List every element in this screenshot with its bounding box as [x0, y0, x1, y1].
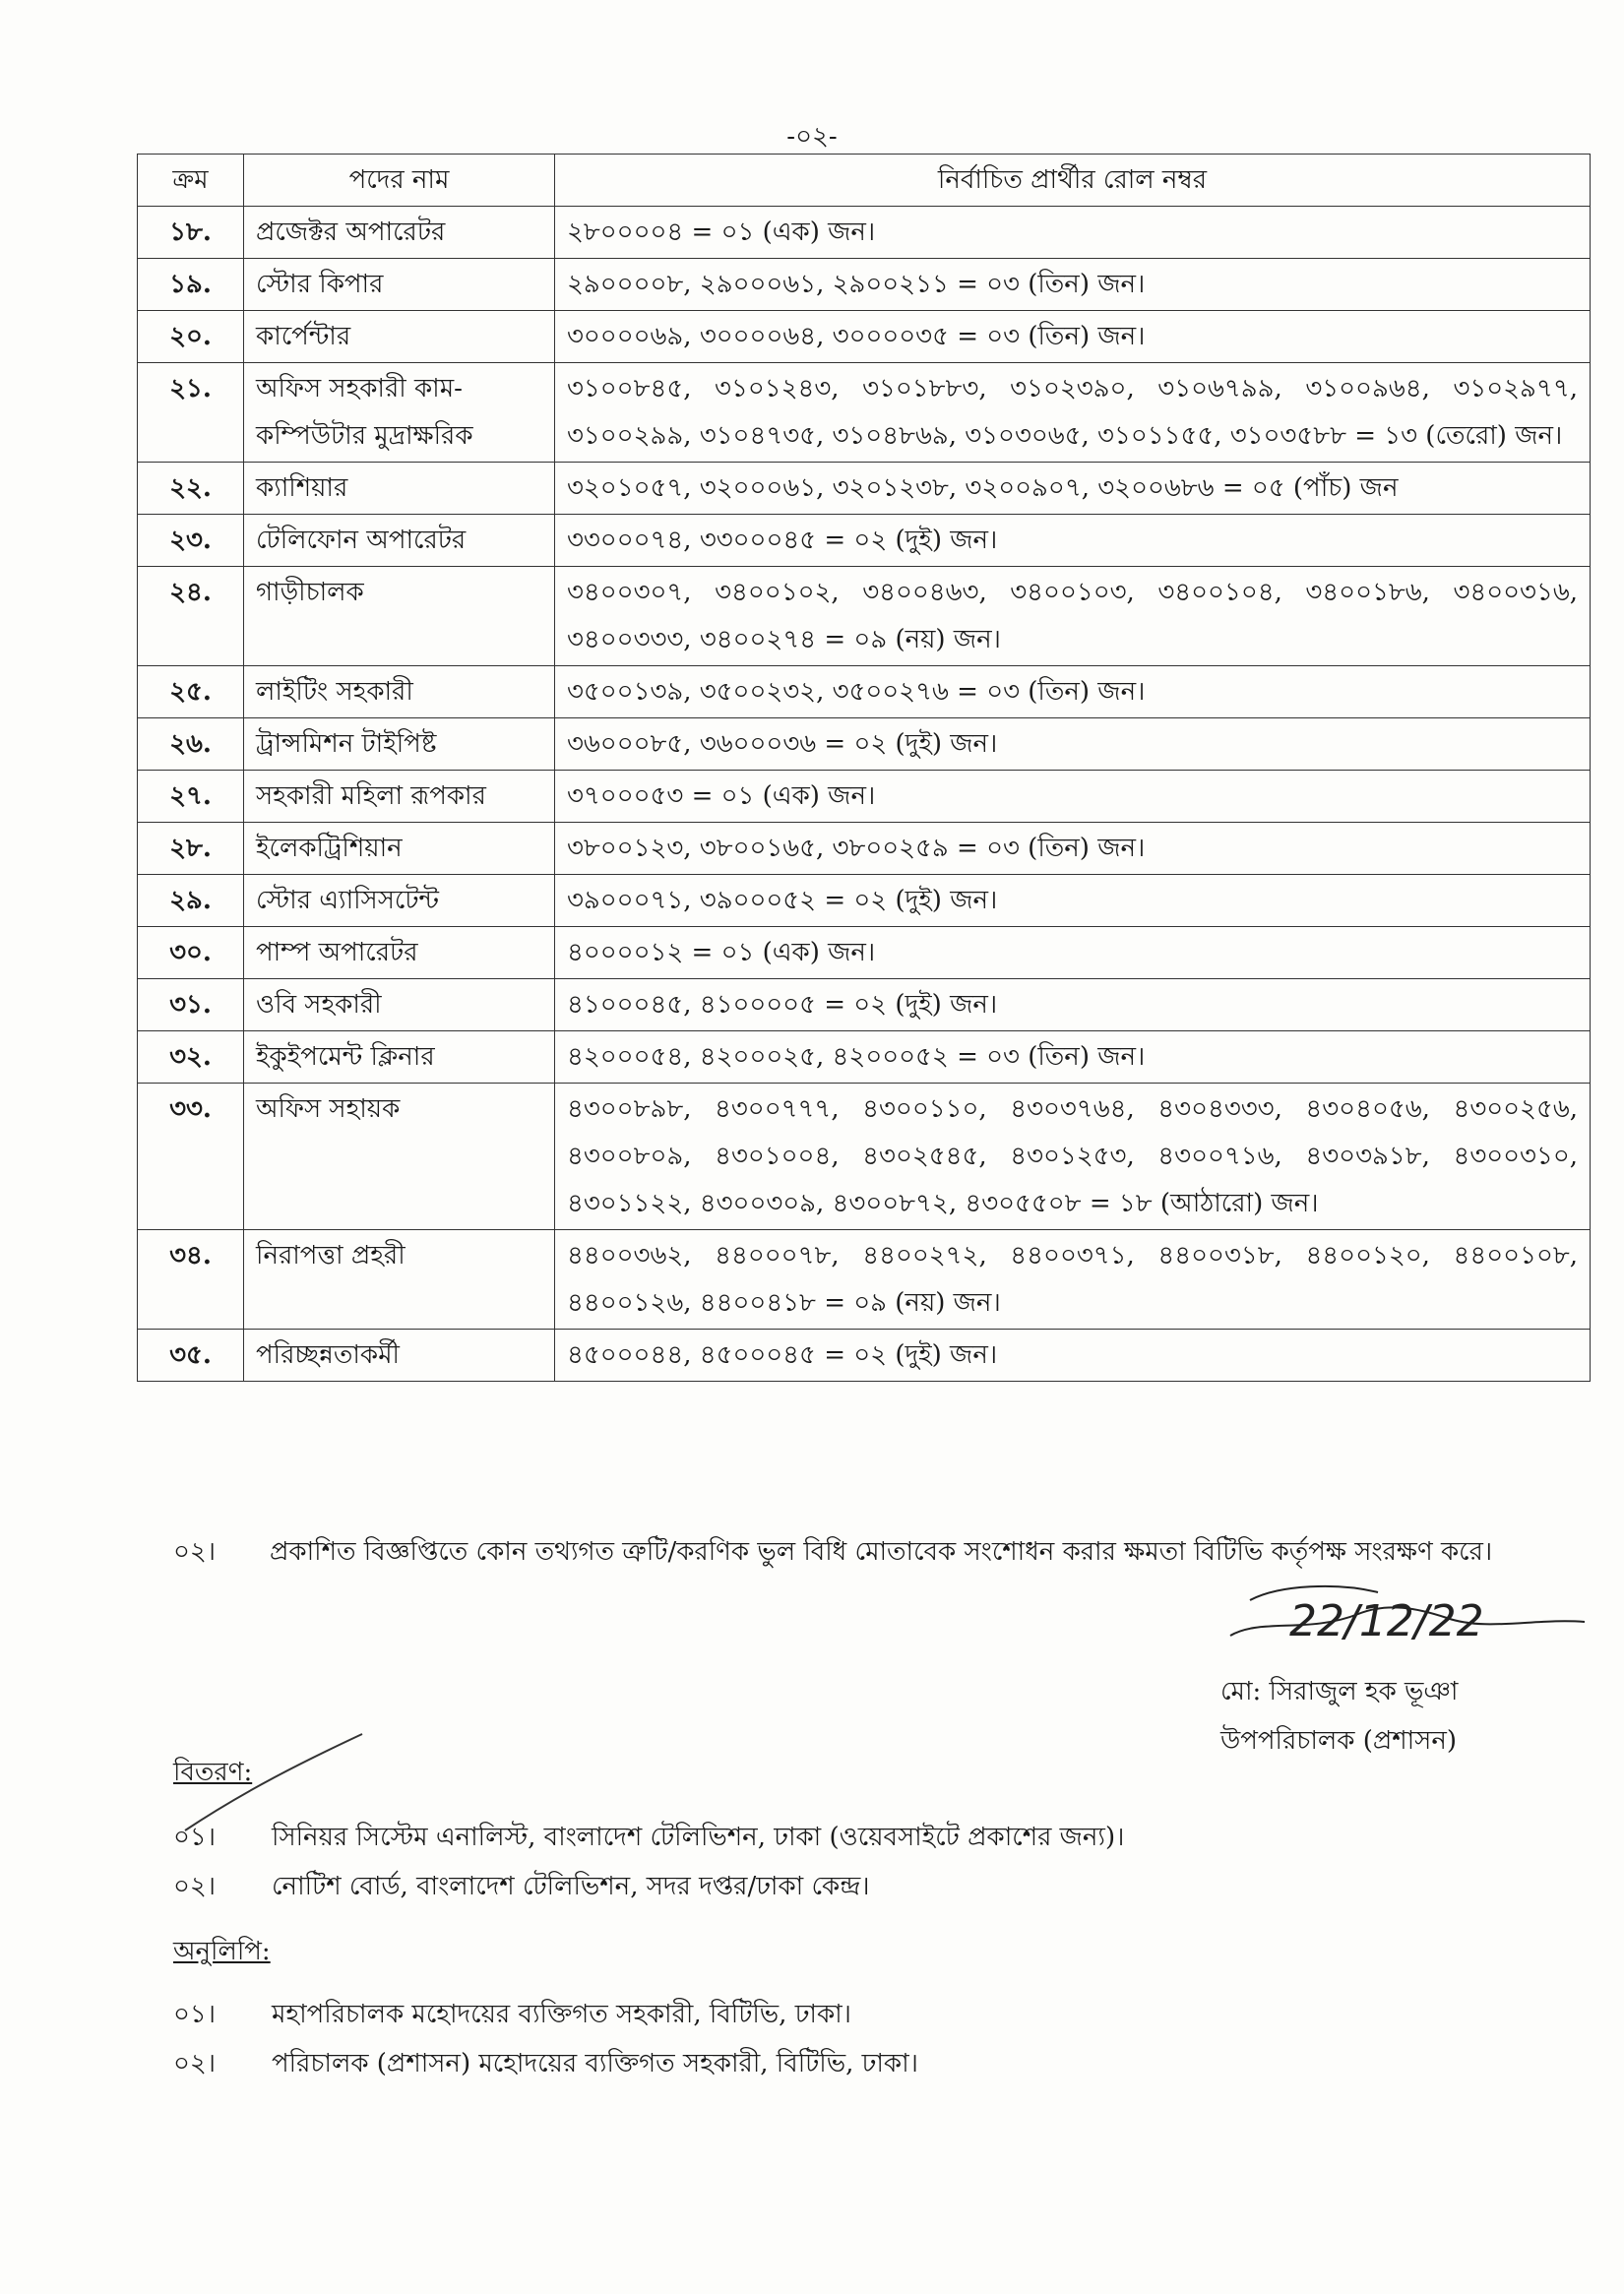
table-row: [138, 1031, 1591, 1084]
roll-numbers-cell: ৪৫০০০৪৪, ৪৫০০০৪৫ = ০২ (দুই) জন।: [555, 1330, 1591, 1382]
roll-numbers-cell: ৩১০০৮৪৫, ৩১০১২৪৩, ৩১০১৮৮৩, ৩১০২৩৯০, ৩১০৬৭৯৯, ৩১০০৯৬৪, ৩১০২৯৭৭, ৩১০০২৯৯, ৩১০৪৭৩৫, ৩১০৪৮৬৯, ৩১০৩০৬৫, ৩১০১১৫৫, ৩১০৩৫৮৮ = ১৩ (তেরো) জন।: [555, 363, 1591, 463]
signatory-designation: উপপরিচালক (প্রশাসন): [1220, 1726, 1458, 1756]
item-number: ০২।: [173, 1872, 217, 1901]
table-row: [138, 311, 1591, 363]
roll-numbers-cell: ৪২০০০৫৪, ৪২০০০২৫, ৪২০০০৫২ = ০৩ (তিন) জন।: [555, 1031, 1591, 1084]
list-item: [173, 1862, 1561, 1911]
list-item: [173, 2039, 1561, 2088]
roll-numbers-cell: ৪৩০০৮৯৮, ৪৩০০৭৭৭, ৪৩০০১১০, ৪৩০৩৭৬৪, ৪৩০৪৩৩৩, ৪৩০৪০৫৬, ৪৩০০২৫৬, ৪৩০০৮০৯, ৪৩০১০০৪, ৪৩০২৫৪৫, ৪৩০১২৫৩, ৪৩০০৭১৬, ৪৩০৩৯১৮, ৪৩০০৩১০, ৪৩০১১২২, ৪৩০০৩০৯, ৪৩০০৮৭২, ৪৩০৫৫০৮ = ১৮ (আঠারো) জন।: [555, 1084, 1591, 1230]
post-name-cell: স্টোর এ্যাসিসটেন্ট: [244, 875, 555, 927]
table-row: [138, 823, 1591, 875]
table-row: [138, 207, 1591, 259]
table-row: [138, 927, 1591, 979]
header-serial: ক্রম: [138, 155, 244, 207]
copy-heading: অনুলিপি:: [173, 1937, 271, 1966]
post-name-cell: পাম্প অপারেটর: [244, 927, 555, 979]
note-text: প্রকাশিত বিজ্ঞপ্তিতে কোন তথ্যগত ত্রুটি/করণিক ভুল বিধি মোতাবেক সংশোধন করার ক্ষমতা বিটিভি কর্তৃপক্ষ সংরক্ষণ করে।: [270, 1537, 1493, 1567]
table-header-row: [138, 155, 1591, 207]
post-name-cell: স্টোর কিপার: [244, 259, 555, 311]
roll-numbers-cell: ৪০০০০১২ = ০১ (এক) জন।: [555, 927, 1591, 979]
serial-cell: ৩৪.: [138, 1230, 244, 1330]
list-item: [173, 1813, 1561, 1862]
header-roll-numbers: নির্বাচিত প্রার্থীর রোল নম্বর: [555, 155, 1591, 207]
table-row: [138, 979, 1591, 1031]
roll-numbers-cell: ৩৫০০১৩৯, ৩৫০০২৩২, ৩৫০০২৭৬ = ০৩ (তিন) জন।: [555, 666, 1591, 718]
roll-numbers-cell: ৩৯০০০৭১, ৩৯০০০৫২ = ০২ (দুই) জন।: [555, 875, 1591, 927]
item-text: পরিচালক (প্রশাসন) মহোদয়ের ব্যক্তিগত সহকারী, বিটিভি, ঢাকা।: [272, 2049, 918, 2078]
table-row: [138, 875, 1591, 927]
serial-cell: ২৯.: [138, 875, 244, 927]
post-name-cell: প্রজেক্টর অপারেটর: [244, 207, 555, 259]
post-name-cell: ওবি সহকারী: [244, 979, 555, 1031]
signature-date: 22/12/22: [1289, 1596, 1484, 1646]
roll-numbers-cell: ২৯০০০০৮, ২৯০০০৬১, ২৯০০২১১ = ০৩ (তিন) জন।: [555, 259, 1591, 311]
post-name-cell: ক্যাশিয়ার: [244, 463, 555, 515]
serial-cell: ২৭.: [138, 771, 244, 823]
post-name-cell: কার্পেন্টার: [244, 311, 555, 363]
correction-note: [173, 1527, 1561, 1577]
post-name-cell: ট্রান্সমিশন টাইপিষ্ট: [244, 718, 555, 771]
serial-cell: ২৩.: [138, 515, 244, 567]
post-name-cell: পরিচ্ছন্নতাকর্মী: [244, 1330, 555, 1382]
list-item: [173, 1990, 1561, 2039]
serial-cell: ২২.: [138, 463, 244, 515]
roll-numbers-cell: ৪৪০০৩৬২, ৪৪০০০৭৮, ৪৪০০২৭২, ৪৪০০৩৭১, ৪৪০০৩১৮, ৪৪০০১২০, ৪৪০০১০৮, ৪৪০০১২৬, ৪৪০০৪১৮ = ০৯ (নয়) জন।: [555, 1230, 1591, 1330]
item-text: সিনিয়র সিস্টেম এনালিস্ট, বাংলাদেশ টেলিভিশন, ঢাকা (ওয়েবসাইটে প্রকাশের জন্য)।: [272, 1823, 1125, 1852]
note-number: ০২।: [173, 1537, 217, 1567]
serial-cell: ৩০.: [138, 927, 244, 979]
post-name-cell: অফিস সহকারী কাম-কম্পিউটার মুদ্রাক্ষরিক: [244, 363, 555, 463]
item-text: মহাপরিচালক মহোদয়ের ব্যক্তিগত সহকারী, বিটিভি, ঢাকা।: [272, 2000, 851, 2029]
roll-numbers-cell: ২৮০০০০৪ = ০১ (এক) জন।: [555, 207, 1591, 259]
post-name-cell: সহকারী মহিলা রূপকার: [244, 771, 555, 823]
serial-cell: ১৮.: [138, 207, 244, 259]
post-name-cell: গাড়ীচালক: [244, 567, 555, 666]
item-number: ০১।: [173, 2000, 217, 2029]
serial-cell: ২৪.: [138, 567, 244, 666]
copy-list: [173, 1990, 1561, 2088]
serial-cell: ২৬.: [138, 718, 244, 771]
item-number: ০২।: [173, 2049, 217, 2078]
signatory-name: মো: সিরাজুল হক ভূঞা: [1220, 1677, 1459, 1706]
table-row: [138, 771, 1591, 823]
post-name-cell: অফিস সহায়ক: [244, 1084, 555, 1230]
serial-cell: ২৫.: [138, 666, 244, 718]
page-number: -০২-: [786, 122, 838, 152]
table-row: [138, 259, 1591, 311]
serial-cell: ১৯.: [138, 259, 244, 311]
table-row: [138, 463, 1591, 515]
table-row: [138, 515, 1591, 567]
serial-cell: ২৮.: [138, 823, 244, 875]
distribution-heading: বিতরণ:: [173, 1758, 253, 1787]
roll-numbers-cell: ৩৪০০৩০৭, ৩৪০০১০২, ৩৪০০৪৬৩, ৩৪০০১০৩, ৩৪০০১০৪, ৩৪০০১৮৬, ৩৪০০৩১৬, ৩৪০০৩৩৩, ৩৪০০২৭৪ = ০৯ (নয়) জন।: [555, 567, 1591, 666]
header-post-name: পদের নাম: [244, 155, 555, 207]
signature-image: [1220, 1579, 1594, 1667]
serial-cell: ৩৩.: [138, 1084, 244, 1230]
table-row: [138, 567, 1591, 666]
post-name-cell: টেলিফোন অপারেটর: [244, 515, 555, 567]
table-row: [138, 1230, 1591, 1330]
serial-cell: ২১.: [138, 363, 244, 463]
table-row: [138, 363, 1591, 463]
serial-cell: ৩২.: [138, 1031, 244, 1084]
post-name-cell: ইকুইপমেন্ট ক্লিনার: [244, 1031, 555, 1084]
roll-numbers-cell: ৩৬০০০৮৫, ৩৬০০০৩৬ = ০২ (দুই) জন।: [555, 718, 1591, 771]
roll-numbers-cell: ৩০০০০৬৯, ৩০০০০৬৪, ৩০০০০৩৫ = ০৩ (তিন) জন।: [555, 311, 1591, 363]
serial-cell: ৩১.: [138, 979, 244, 1031]
roll-numbers-cell: ৩২০১০৫৭, ৩২০০০৬১, ৩২০১২৩৮, ৩২০০৯০৭, ৩২০০৬৮৬ = ০৫ (পাঁচ) জন: [555, 463, 1591, 515]
roll-numbers-cell: ৩৩০০০৭৪, ৩৩০০০৪৫ = ০২ (দুই) জন।: [555, 515, 1591, 567]
roll-numbers-cell: ৩৭০০০৫৩ = ০১ (এক) জন।: [555, 771, 1591, 823]
item-text: নোটিশ বোর্ড, বাংলাদেশ টেলিভিশন, সদর দপ্তর/ঢাকা কেন্দ্র।: [272, 1872, 870, 1901]
table-row: [138, 666, 1591, 718]
post-name-cell: ইলেকট্রিশিয়ান: [244, 823, 555, 875]
distribution-list: [173, 1813, 1561, 1911]
table-row: [138, 1330, 1591, 1382]
item-number: ০১।: [173, 1823, 217, 1852]
post-name-cell: লাইটিং সহকারী: [244, 666, 555, 718]
post-name-cell: নিরাপত্তা প্রহরী: [244, 1230, 555, 1330]
serial-cell: ২০.: [138, 311, 244, 363]
signatory-block: [1220, 1667, 1594, 1766]
serial-cell: ৩৫.: [138, 1330, 244, 1382]
table-row: [138, 718, 1591, 771]
table-row: [138, 1084, 1591, 1230]
roll-numbers-cell: ৪১০০০৪৫, ৪১০০০০৫ = ০২ (দুই) জন।: [555, 979, 1591, 1031]
roll-numbers-cell: ৩৮০০১২৩, ৩৮০০১৬৫, ৩৮০০২৫৯ = ০৩ (তিন) জন।: [555, 823, 1591, 875]
selected-candidates-table: [137, 154, 1591, 1382]
